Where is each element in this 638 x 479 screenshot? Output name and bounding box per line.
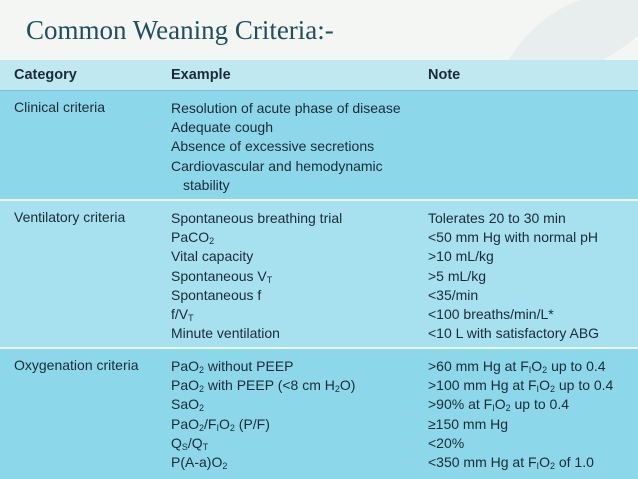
note-line: <10 L with satisfactory ABG (428, 325, 600, 342)
example-line: $PaO_2/F_IO_2$ (P/F) (171, 415, 270, 433)
example-line: Vital capacity (171, 248, 254, 265)
note-line: >10 mL/kg (428, 248, 494, 265)
note-line: <100 breaths/min/L* (428, 305, 554, 322)
slide-title: Common Weaning Criteria:- (26, 15, 334, 45)
example-line: PaO$_2$ with PEEP (<8 cm $H_2O$) (171, 377, 356, 395)
category-cell: Ventilatory criteria (14, 209, 126, 225)
example-cell (171, 99, 401, 195)
header-example: Example (171, 67, 231, 83)
example-line: $Q_S/Q_T$ (171, 434, 209, 452)
table-row-clinical (0, 91, 638, 201)
header-note: Note (428, 67, 461, 83)
example-line: Adequate cough (171, 119, 273, 136)
note-line: ≥150 mm Hg (428, 415, 509, 432)
note-cell (428, 357, 613, 472)
example-line: Spontaneous f (171, 286, 262, 303)
table-row-oxygenation (0, 349, 638, 479)
example-line: Absence of excessive secretions (171, 138, 375, 155)
weaning-criteria-table (0, 60, 638, 479)
note-line: <350 mm Hg at $F_IO_2$ of 1.0 (428, 453, 594, 471)
example-line: Resolution of acute phase of disease (171, 100, 401, 116)
note-cell (428, 209, 599, 343)
note-line: <50 mm Hg with normal pH (428, 229, 599, 246)
example-line: Cardiovascular and hemodynamic (171, 157, 383, 174)
example-line: Spontaneous $V_T$ (171, 267, 273, 285)
example-line: PaCO$_2$ (171, 229, 215, 247)
example-line: Spontaneous breathing trial (171, 210, 343, 226)
note-line: >60 mm Hg at $F_IO_2$ up to 0.4 (428, 358, 606, 375)
example-line: SaO$_2$ (171, 396, 205, 414)
example-cell (171, 357, 355, 472)
example-line: Minute ventilation (171, 325, 280, 342)
example-line: stability (183, 176, 230, 193)
table-header-row (0, 60, 638, 91)
note-line: >90% at $F_IO_2$ up to 0.4 (428, 396, 570, 414)
note-line: >5 mL/kg (428, 267, 486, 284)
category-cell: Clinical criteria (14, 99, 106, 115)
note-line: <20% (428, 434, 465, 451)
example-cell (171, 209, 342, 343)
note-line: >100 mm Hg at $F_IO_2$ up to 0.4 (428, 377, 614, 395)
category-cell: Oxygenation criteria (14, 357, 139, 373)
note-line: Tolerates 20 to 30 min (428, 210, 566, 226)
slide-header (0, 0, 638, 60)
table-row-ventilatory (0, 201, 638, 349)
example-line: $P(A-a)O_2$ (171, 453, 228, 471)
example-line: PaO$_2$ without PEEP (171, 358, 294, 375)
example-line: $f/V_T$ (171, 305, 194, 323)
header-category: Category (14, 67, 77, 83)
note-line: <35/min (428, 286, 479, 303)
